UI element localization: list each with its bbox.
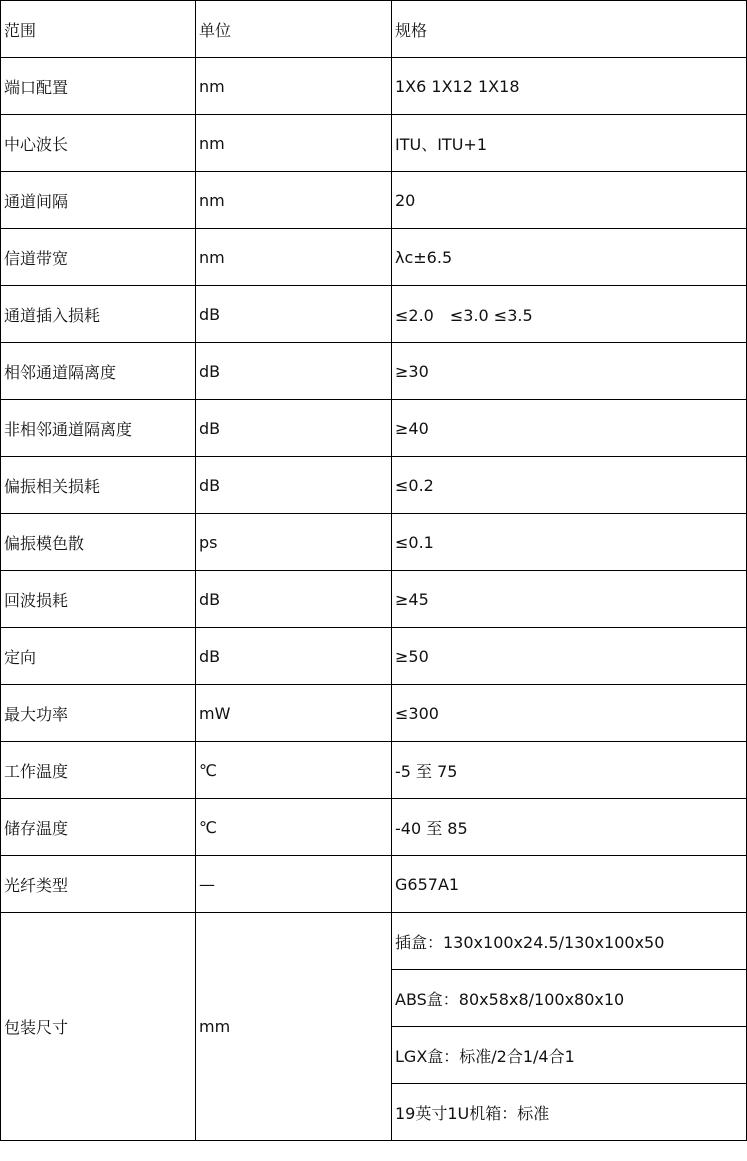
- param-name: 偏振模色散: [1, 514, 196, 571]
- param-name: 信道带宽: [1, 229, 196, 286]
- param-value: G657A1: [392, 856, 747, 913]
- packaging-name: 包装尺寸: [1, 913, 196, 1141]
- header-spec: 规格: [392, 1, 747, 58]
- table-row: [1, 742, 747, 799]
- packaging-value: ABS盒：80x58x8/100x80x10: [392, 970, 747, 1027]
- param-name: 相邻通道隔离度: [1, 343, 196, 400]
- param-value: ≤0.2: [392, 457, 747, 514]
- table-row: [1, 799, 747, 856]
- table-row: [1, 856, 747, 913]
- param-value: -5 至 75: [392, 742, 747, 799]
- param-name: 储存温度: [1, 799, 196, 856]
- param-value: ≥50: [392, 628, 747, 685]
- table-row: [1, 571, 747, 628]
- param-name: 回波损耗: [1, 571, 196, 628]
- table-row: [1, 286, 747, 343]
- param-value: ≤2.0 ≤3.0 ≤3.5: [392, 286, 747, 343]
- param-value: ≥45: [392, 571, 747, 628]
- param-unit: ps: [196, 514, 392, 571]
- packaging-row: [1, 913, 747, 970]
- param-value: 20: [392, 172, 747, 229]
- table-row: [1, 115, 747, 172]
- param-unit: dB: [196, 343, 392, 400]
- param-name: 最大功率: [1, 685, 196, 742]
- table-row: [1, 628, 747, 685]
- param-unit: ℃: [196, 799, 392, 856]
- param-value: ≥30: [392, 343, 747, 400]
- packaging-value: 插盒：130x100x24.5/130x100x50: [392, 913, 747, 970]
- param-value: ITU、ITU+1: [392, 115, 747, 172]
- param-name: 非相邻通道隔离度: [1, 400, 196, 457]
- param-unit: dB: [196, 571, 392, 628]
- table-row: [1, 343, 747, 400]
- table-row: [1, 400, 747, 457]
- param-unit: nm: [196, 229, 392, 286]
- param-unit: ℃: [196, 742, 392, 799]
- table-row: [1, 172, 747, 229]
- header-unit: 单位: [196, 1, 392, 58]
- param-unit: dB: [196, 457, 392, 514]
- packaging-value: LGX盒：标准/2合1/4合1: [392, 1027, 747, 1084]
- param-value: 1X6 1X12 1X18: [392, 58, 747, 115]
- table-row: [1, 58, 747, 115]
- table-row: [1, 685, 747, 742]
- header-row: [1, 1, 747, 58]
- param-name: 光纤类型: [1, 856, 196, 913]
- table-row: [1, 457, 747, 514]
- table-row: [1, 514, 747, 571]
- param-unit: dB: [196, 400, 392, 457]
- param-unit: nm: [196, 58, 392, 115]
- param-name: 定向: [1, 628, 196, 685]
- packaging-unit: mm: [196, 913, 392, 1141]
- param-unit: dB: [196, 286, 392, 343]
- param-unit: mW: [196, 685, 392, 742]
- param-value: ≤0.1: [392, 514, 747, 571]
- header-range: 范围: [1, 1, 196, 58]
- param-name: 端口配置: [1, 58, 196, 115]
- table-row: [1, 229, 747, 286]
- param-name: 偏振相关损耗: [1, 457, 196, 514]
- param-unit: —: [196, 856, 392, 913]
- param-value: ≤300: [392, 685, 747, 742]
- param-unit: dB: [196, 628, 392, 685]
- param-value: ≥40: [392, 400, 747, 457]
- param-name: 通道插入损耗: [1, 286, 196, 343]
- param-value: -40 至 85: [392, 799, 747, 856]
- param-value: λc±6.5: [392, 229, 747, 286]
- param-unit: nm: [196, 115, 392, 172]
- packaging-value: 19英寸1U机箱：标准: [392, 1084, 747, 1141]
- param-name: 通道间隔: [1, 172, 196, 229]
- param-unit: nm: [196, 172, 392, 229]
- param-name: 中心波长: [1, 115, 196, 172]
- param-name: 工作温度: [1, 742, 196, 799]
